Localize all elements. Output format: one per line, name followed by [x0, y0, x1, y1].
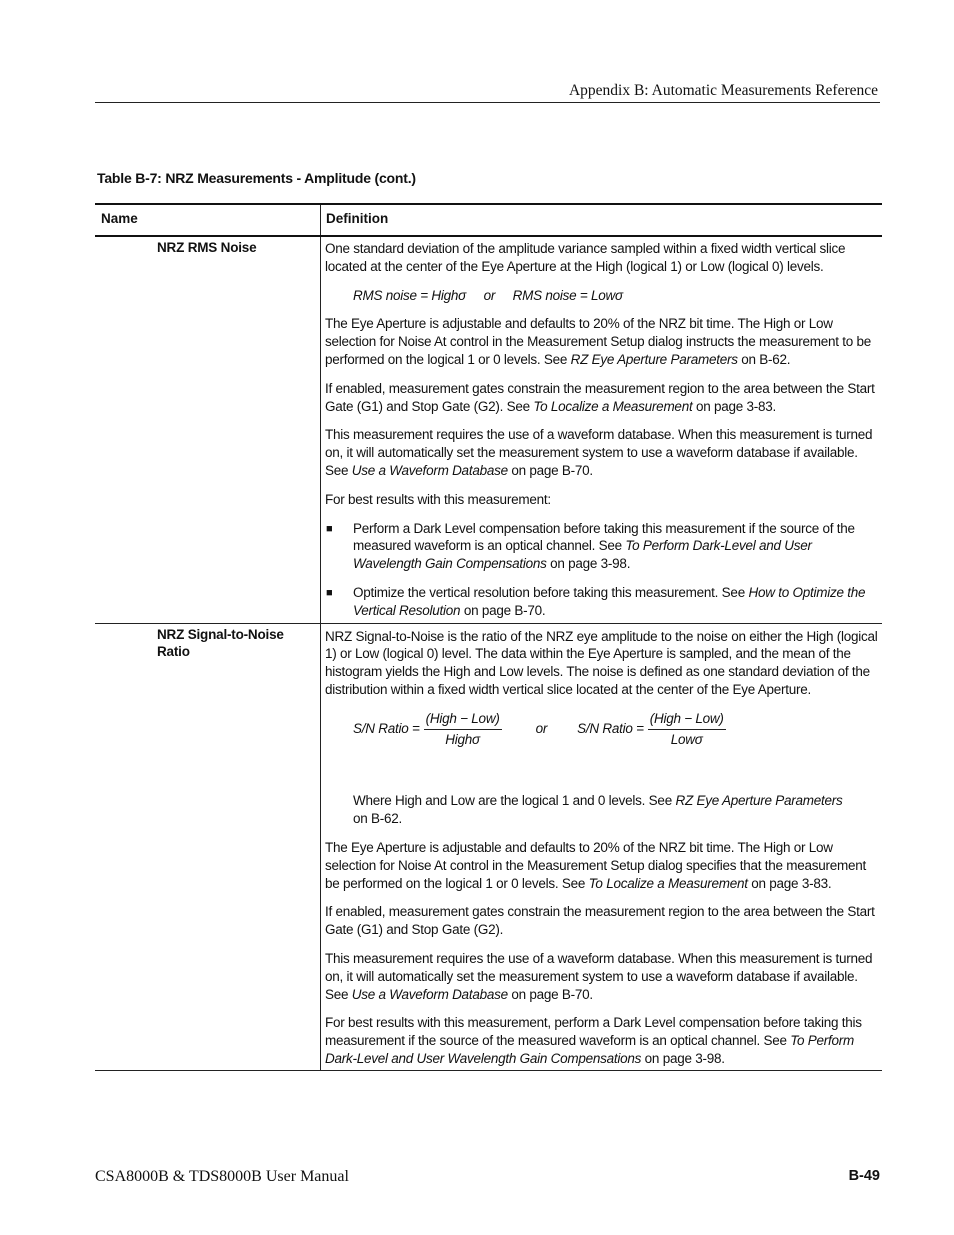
sn-paragraph-2: Where High and Low are the logical 1 and 0 levels. See RZ Eye Aperture Parameters on B-62.	[353, 793, 843, 827]
table-row-rms-noise	[95, 237, 882, 620]
row-name-signal-to-noise: NRZ Signal-to-Noise Ratio	[157, 626, 284, 660]
xref-dark-level: To Perform Dark-Level and User Wavelength Gain Compensations	[353, 538, 812, 572]
row-name-rms-noise: NRZ RMS Noise	[157, 240, 257, 255]
rms-paragraph-5: For best results with this measurement:	[325, 491, 551, 507]
rms-paragraph-4: This measurement requires the use of a waveform database. When this measurement is turned on, it will automatically set the measurement system to use a waveform database if available. See Use a Waveform Database on page B-70.	[325, 427, 873, 478]
sn-denominator-high: Highσ	[445, 731, 480, 747]
footer-page-number: B-49	[848, 1168, 880, 1184]
xref-waveform-database: Use a Waveform Database	[351, 462, 508, 478]
bullet-square-icon: ■	[326, 586, 333, 599]
table-title: Table B-7: NRZ Measurements - Amplitude (cont.)	[97, 170, 416, 186]
table-row-signal-to-noise	[95, 623, 882, 1068]
sn-formula-lhs-a: S/N Ratio =	[353, 721, 420, 737]
sn-numerator-b: (High − Low)	[648, 710, 726, 730]
sn-paragraph-3: The Eye Aperture is adjustable and defaults to 20% of the NRZ bit time. The High or Low selection for Noise At control in the Measurement Setup dialog specifies that the measurement be performed on the logical 1 or 0 levels. See To Localize a Measurement on page 3-83.	[325, 839, 867, 891]
column-header-definition: Definition	[326, 211, 389, 226]
row-definition-signal-to-noise	[325, 628, 882, 1068]
running-header: Appendix B: Automatic Measurements Reference	[568, 82, 878, 99]
rms-formula-high: RMS noise = Highσ	[353, 287, 467, 303]
xref-optimize-vertical: How to Optimize the Vertical Resolution	[353, 584, 866, 618]
sn-formula-or: or	[535, 721, 548, 737]
rms-paragraph-1: One standard deviation of the amplitude variance sampled within a fixed width vertical slice located at the center of the Eye Aperture at the High (logical 1) or Low (logical 0) levels.	[325, 241, 846, 274]
xref-rz-eye-aperture: RZ Eye Aperture Parameters	[675, 793, 843, 809]
header-rule	[95, 102, 880, 103]
sn-paragraph-5: This measurement requires the use of a waveform database. When this measurement is turned on, it will automatically set the measurement system to use a waveform database if available. See Use a Waveform Database on page B-70.	[325, 950, 873, 1002]
list-item: ■ Perform a Dark Level compensation before taking this measurement if the source of the measured waveform is an optical channel. See To Perform Dark-Level and User Wavelength Gain Compensations on page 3-98.	[326, 520, 855, 572]
rms-paragraph-2: The Eye Aperture is adjustable and defaults to 20% of the NRZ bit time. The High or Low selection for Noise At control in the Measurement Setup dialog instructs the measurement to be performed on the logical 1 or 0 levels. See RZ Eye Aperture Parameters on B-62.	[325, 316, 872, 367]
list-item: ■ Optimize the vertical resolution before taking this measurement. See How to Optimize the Vertical Resolution on page B-70.	[326, 584, 866, 618]
table-header-row	[95, 203, 882, 237]
sn-fraction-low	[648, 710, 726, 749]
column-header-name: Name	[101, 211, 138, 226]
rms-paragraph-3: If enabled, measurement gates constrain the measurement region to the area between the Start Gate (G1) and Stop Gate (G2). See To Localize a Measurement on page 3-83.	[325, 380, 875, 414]
sn-denominator-low: Lowσ	[670, 731, 703, 747]
xref-localize-measurement: To Localize a Measurement	[588, 875, 748, 891]
row-definition-rms-noise	[325, 240, 882, 620]
sn-fraction-high	[424, 710, 502, 749]
sn-numerator-a: (High − Low)	[424, 710, 502, 730]
footer-manual-title: CSA8000B & TDS8000B User Manual	[95, 1168, 349, 1185]
rms-formula-low: RMS noise = Lowσ	[512, 287, 623, 303]
sn-paragraph-6: For best results with this measurement, perform a Dark Level compensation before taking this measurement if the source of the measured waveform is an optical channel. See To Perform Dark-Level and User Wavelength Gain Compensations on page 3-98.	[325, 1015, 862, 1066]
bullet-square-icon: ■	[326, 522, 333, 535]
sn-formula-lhs-b: S/N Ratio =	[577, 721, 644, 737]
sn-formula	[353, 710, 878, 749]
sn-paragraph-1: NRZ Signal-to-Noise is the ratio of the NRZ eye amplitude to the noise on either the High (logical 1) or Low (logical 0) level. The data within the Eye Aperture is sampled, and the mean of the histogram yields the High and Low levels. The noise is defined as one standard deviation of the distribution within a fixed width vertical slice located at the center of the Eye Aperture.	[325, 628, 878, 697]
measurements-table	[95, 203, 882, 1071]
table-bottom-rule	[95, 1070, 882, 1071]
xref-dark-level: To Perform Dark-Level and User Wavelength Gain Compensations	[325, 1033, 855, 1066]
xref-waveform-database: Use a Waveform Database	[351, 986, 508, 1002]
xref-localize-measurement: To Localize a Measurement	[533, 398, 693, 414]
rms-formula	[353, 287, 878, 305]
sn-paragraph-4: If enabled, measurement gates constrain the measurement region to the area between the Start Gate (G1) and Stop Gate (G2).	[325, 904, 875, 938]
xref-rz-eye-aperture: RZ Eye Aperture Parameters	[570, 351, 738, 367]
rms-formula-or: or	[483, 287, 496, 303]
